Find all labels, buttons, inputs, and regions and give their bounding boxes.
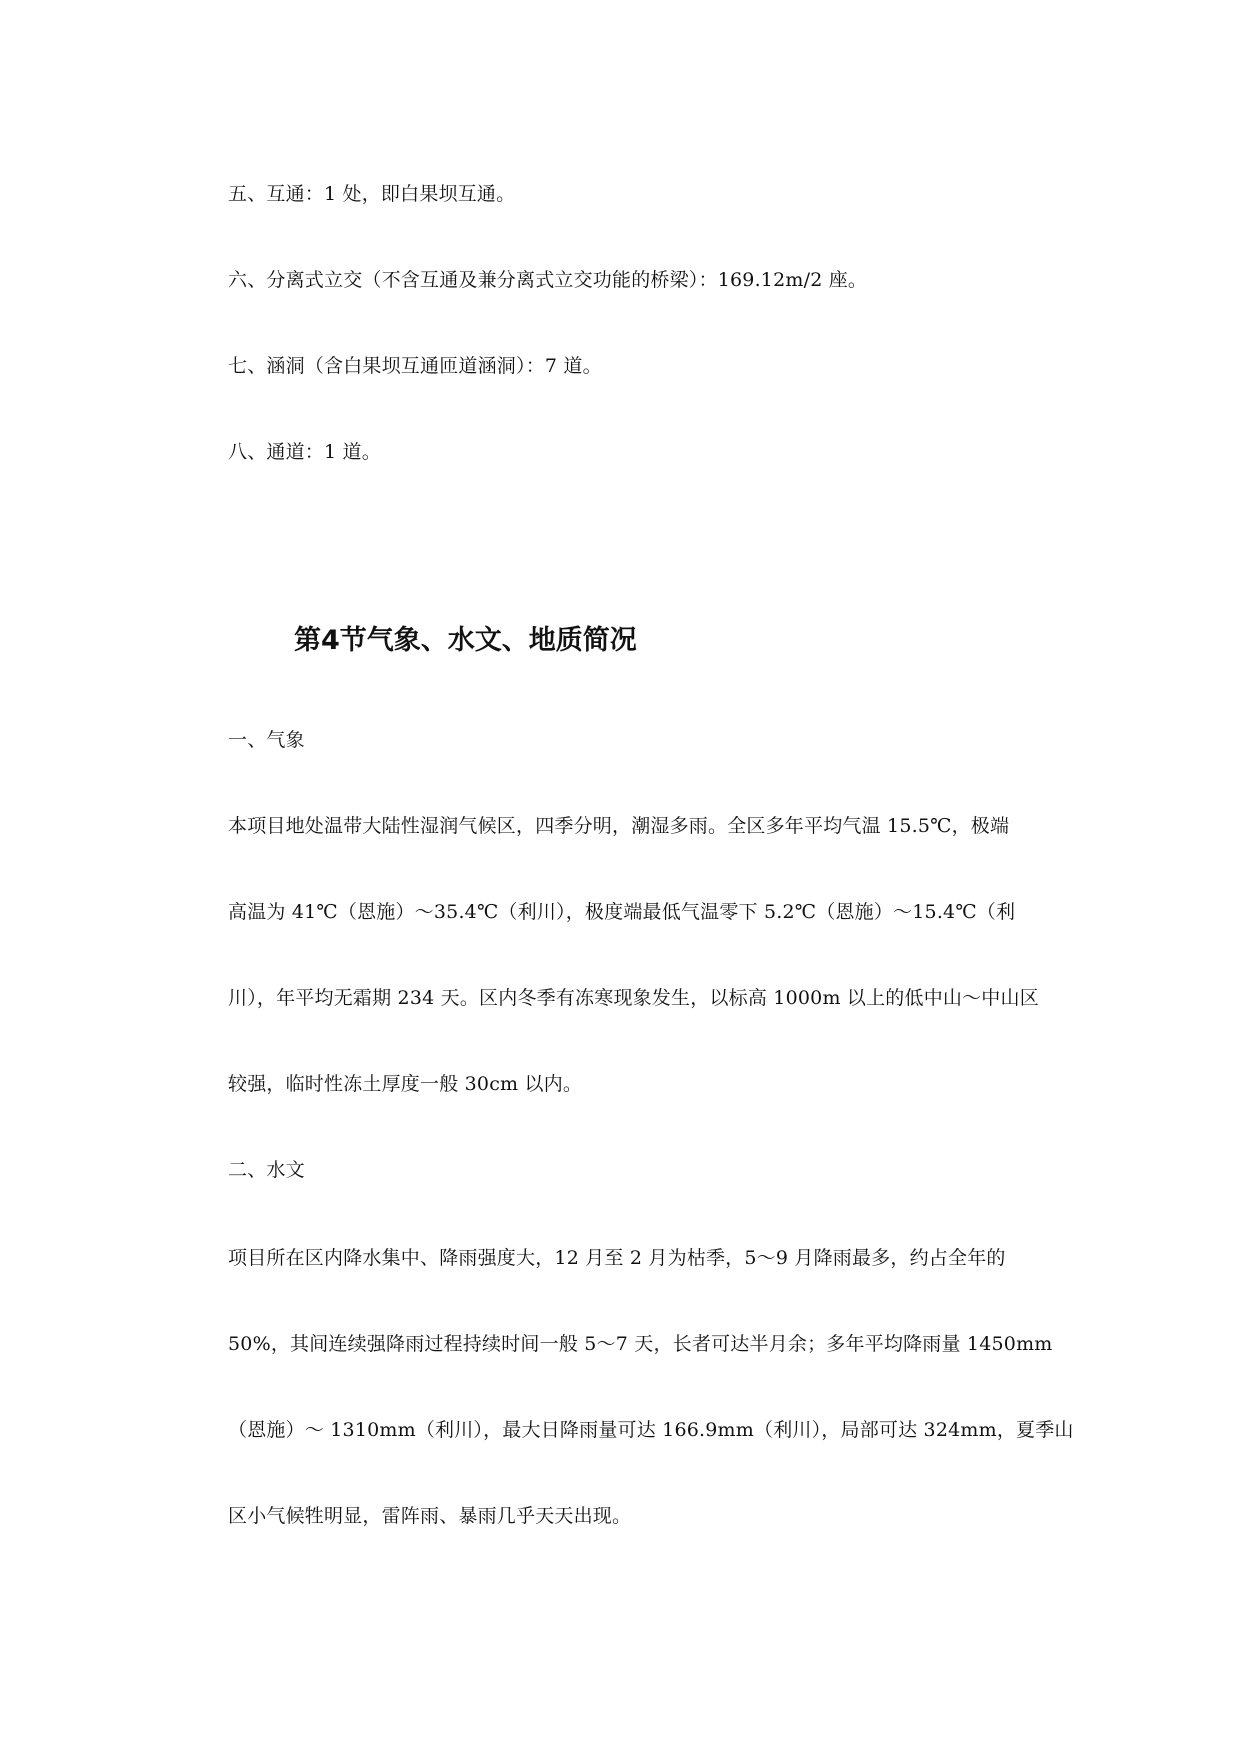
section-title: 第4节气象、水文、地质简况 [294,625,637,656]
hydrology-line: （恩施）～ 1310mm（利川），最大日降雨量可达 166.9mm（利川），局部可达 324mm，夏季山 [228,1419,1074,1441]
item-passage: 八、通道：1 道。 [228,441,381,463]
meteorology-line: 川），年平均无霜期 234 天。区内冬季有冻寒现象发生，以标高 1000m 以上的低中山～中山区 [228,987,1039,1009]
meteorology-line: 高温为 41℃（恩施）～35.4℃（利川），极度端最低气温零下 5.2℃（恩施）～15.4℃（利 [228,901,1016,923]
item-interchange: 五、互通：1 处，即白果坝互通。 [228,183,516,205]
meteorology-heading: 一、气象 [228,729,305,751]
item-separated-overpass: 六、分离式立交（不含互通及兼分离式立交功能的桥梁）：169.12m/2 座。 [228,269,868,291]
hydrology-line: 项目所在区内降水集中、降雨强度大，12 月至 2 月为枯季，5～9 月降雨最多，约占全年的 [228,1247,1006,1269]
hydrology-heading: 二、水文 [228,1159,305,1181]
meteorology-line: 本项目地处温带大陆性湿润气候区，四季分明，潮湿多雨。全区多年平均气温 15.5℃，极端 [228,815,1010,837]
meteorology-line: 较强，临时性冻土厚度一般 30cm 以内。 [228,1073,583,1095]
hydrology-line: 区小气候牲明显，雷阵雨、暴雨几乎天天出现。 [228,1505,632,1527]
item-culvert: 七、涵洞（含白果坝互通匝道涵洞）：7 道。 [228,355,602,377]
hydrology-line: 50%，其间连续强降雨过程持续时间一般 5～7 天，长者可达半月余；多年平均降雨量 1450mm [228,1333,1053,1355]
